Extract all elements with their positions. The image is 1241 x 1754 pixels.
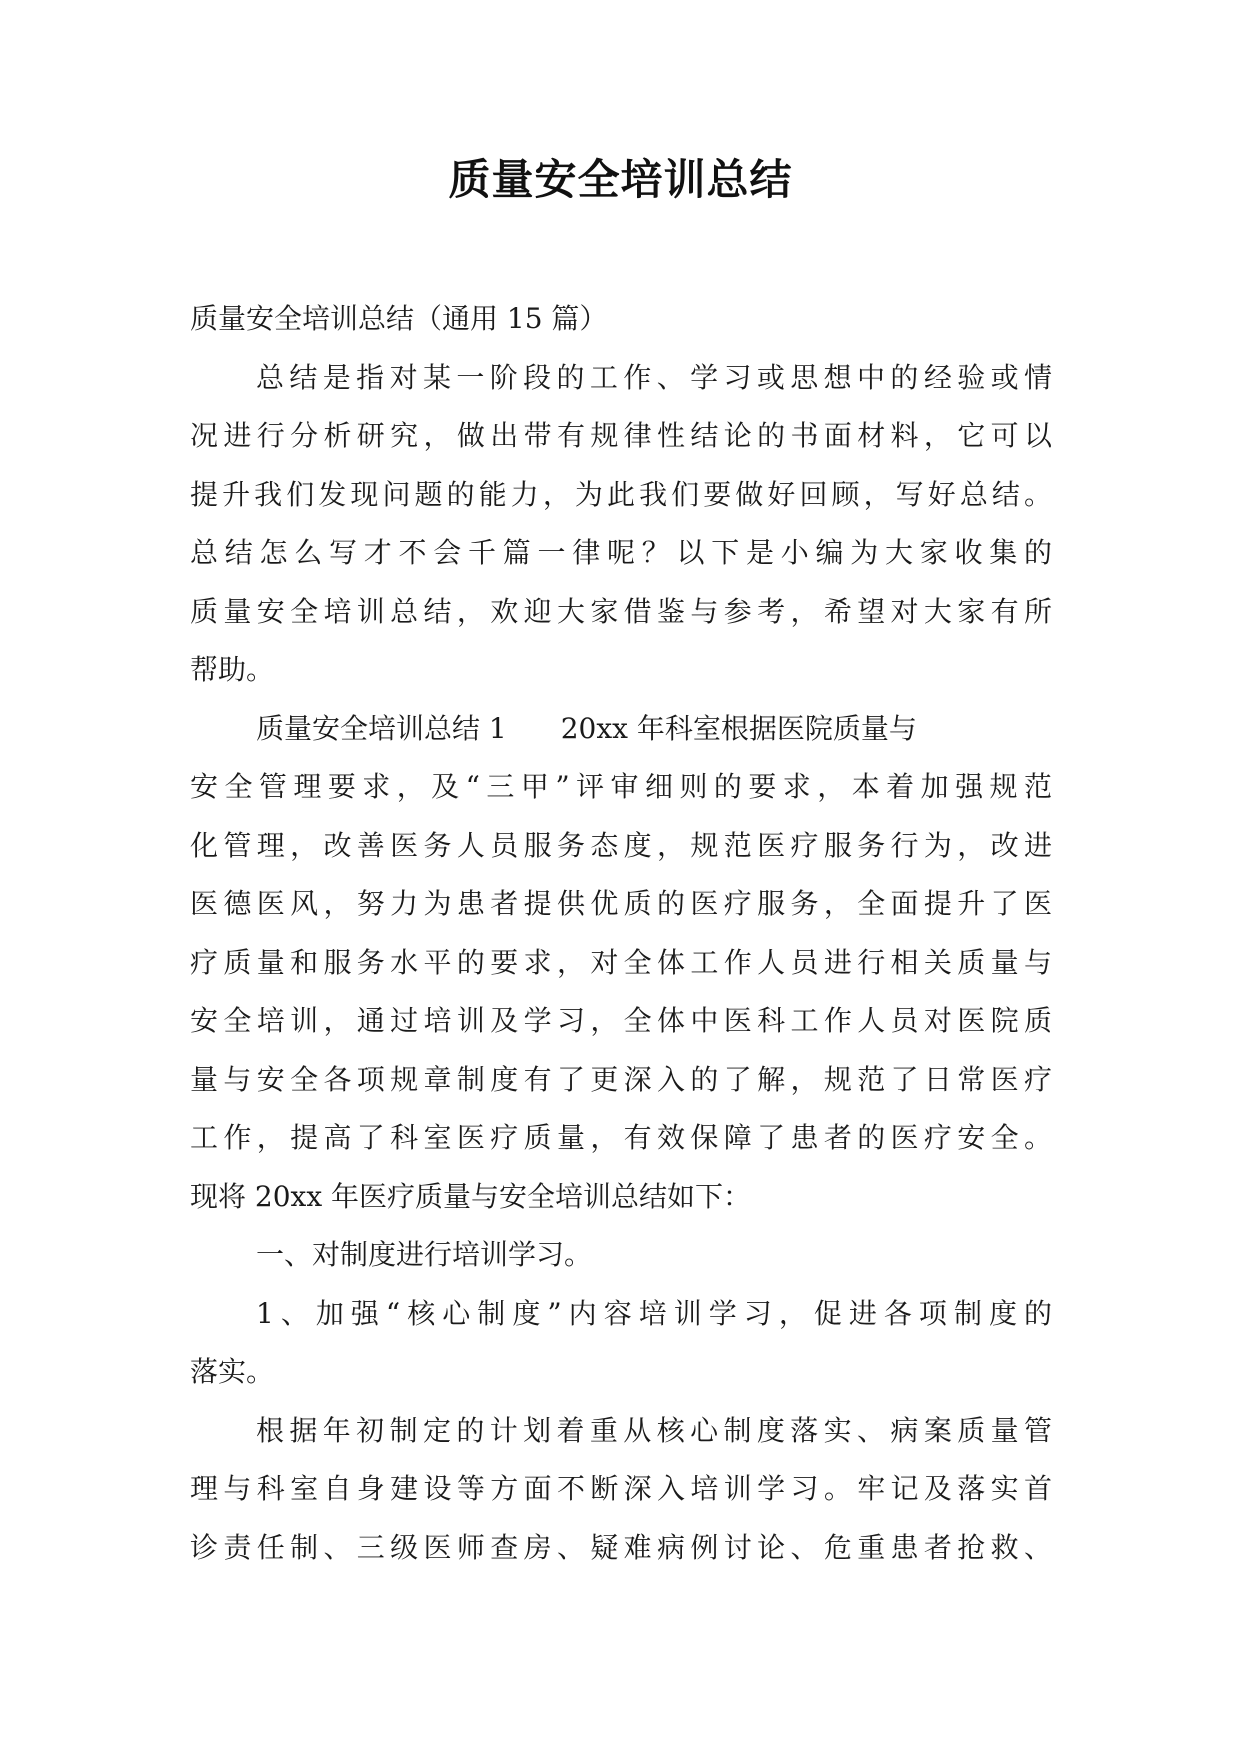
paragraph-line: 理与科室自身建设等方面不断深入培训学习。牢记及落实首 bbox=[190, 1472, 1052, 1505]
paragraph-line: 帮助。 bbox=[190, 653, 275, 686]
paragraph-line: 总结是指对某一阶段的工作、学习或思想中的经验或情 bbox=[256, 360, 1052, 394]
subtitle-line: 质量安全培训总结（通用 15 篇） bbox=[190, 302, 608, 335]
section-heading: 质量安全培训总结 1 bbox=[256, 711, 507, 745]
paragraph-line: 根据年初制定的计划着重从核心制度落实、病案质量管 bbox=[256, 1413, 1052, 1447]
paragraph-line: 现将 20xx 年医疗质量与安全培训总结如下： bbox=[190, 1179, 752, 1213]
paragraph-line: 安全管理要求，及“三甲”评审细则的要求，本着加强规范 bbox=[190, 770, 1052, 803]
paragraph-line: 化管理，改善医务人员服务态度，规范医疗服务行为，改进 bbox=[190, 828, 1052, 862]
document-body bbox=[190, 290, 1052, 1577]
list-heading-line: 一、对制度进行培训学习。 bbox=[256, 1238, 593, 1271]
document-title: 质量安全培训总结 bbox=[448, 155, 793, 204]
paragraph-line: 疗质量和服务水平的要求，对全体工作人员进行相关质量与 bbox=[190, 945, 1052, 979]
paragraph-line: 工作，提高了科室医疗质量，有效保障了患者的医疗安全。 bbox=[190, 1121, 1052, 1154]
paragraph-line: 提升我们发现问题的能力，为此我们要做好回顾，写好总结。 bbox=[190, 477, 1052, 511]
list-item-line: 落实。 bbox=[190, 1355, 275, 1388]
paragraph-line: 医德医风，努力为患者提供优质的医疗服务，全面提升了医 bbox=[190, 887, 1052, 920]
paragraph-line: 量与安全各项规章制度有了更深入的了解，规范了日常医疗 bbox=[190, 1062, 1052, 1096]
paragraph-line: 总结怎么写才不会千篇一律呢？以下是小编为大家收集的 bbox=[190, 536, 1052, 569]
paragraph-line: 诊责任制、三级医师查房、疑难病例讨论、危重患者抢救、 bbox=[190, 1530, 1052, 1564]
list-item-line: 1、加强“核心制度”内容培训学习，促进各项制度的 bbox=[256, 1296, 1052, 1330]
paragraph-text: 20xx 年科室根据医院质量与 bbox=[560, 711, 917, 745]
paragraph-line: 质量安全培训总结，欢迎大家借鉴与参考，希望对大家有所 bbox=[190, 594, 1052, 628]
paragraph-line: 安全培训，通过培训及学习，全体中医科工作人员对医院质 bbox=[190, 1004, 1052, 1037]
paragraph-line: 况进行分析研究，做出带有规律性结论的书面材料，它可以 bbox=[190, 419, 1052, 452]
section-heading-line bbox=[190, 700, 1052, 759]
